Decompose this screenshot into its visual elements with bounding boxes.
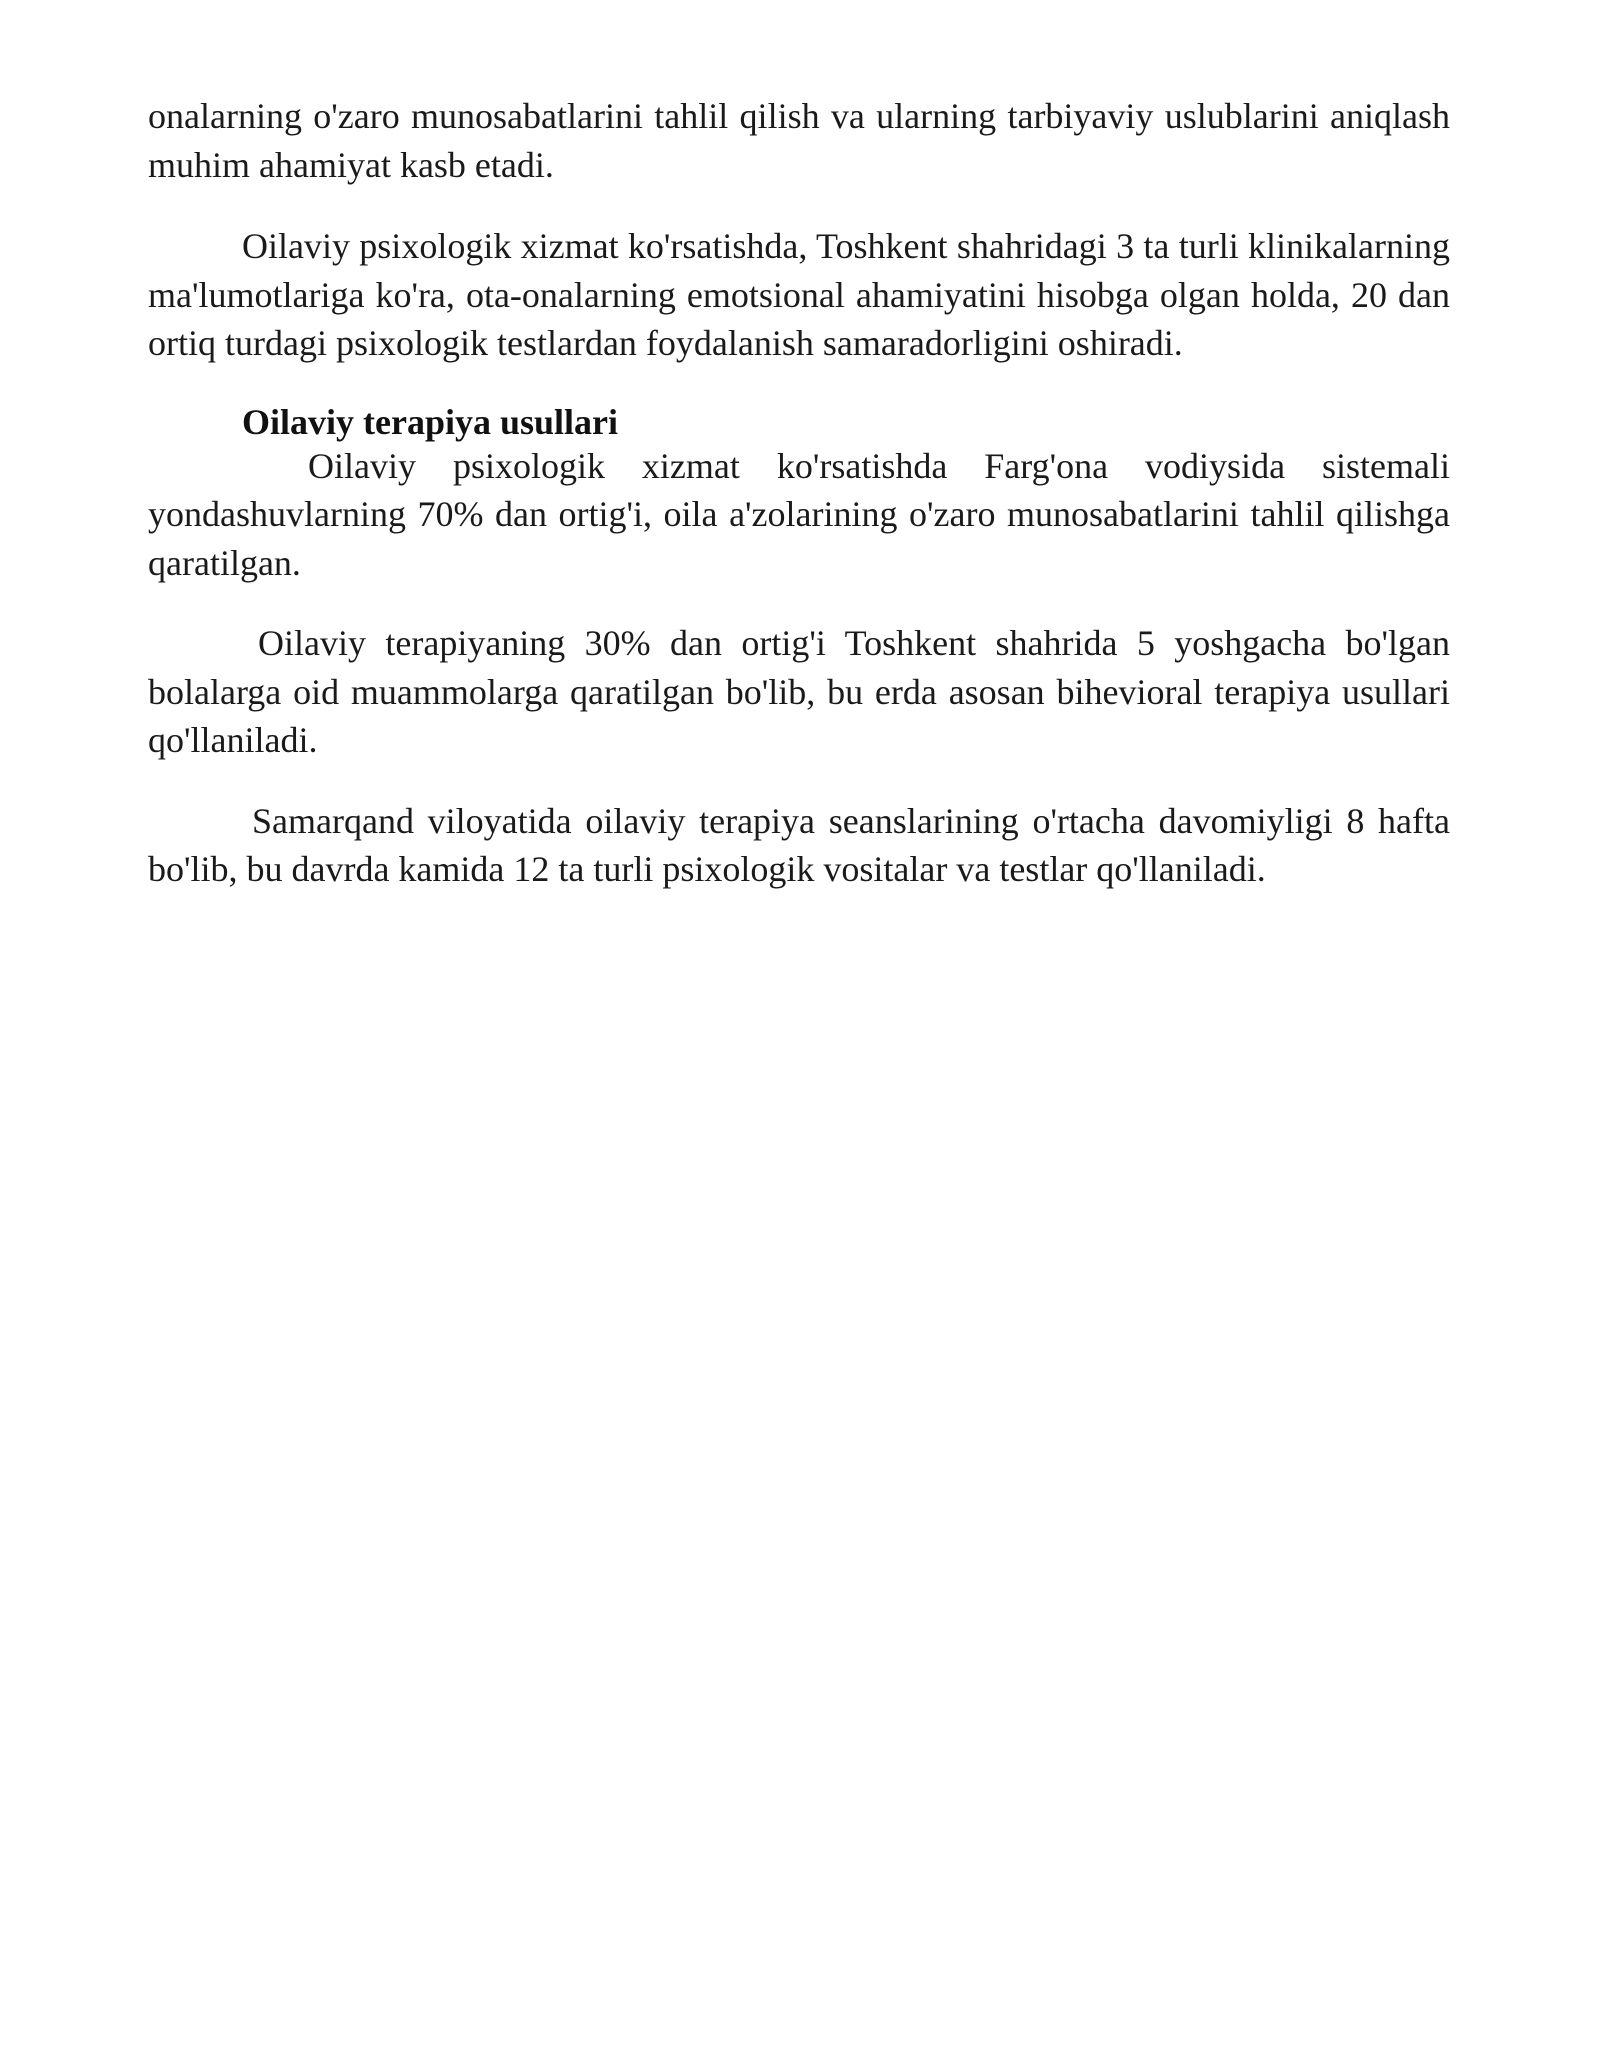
- paragraph-fergana: Oilaviy psixologik xizmat ko'rsatishda Farg'ona vodiysida sistemali yondashuvlarning 70% dan ortig'i, oila a'zolarining o'zaro munosabatlarini tahlil qilishga qaratilgan.: [148, 445, 1450, 583]
- paragraph-continuation: onalarning o'zaro munosabatlarini tahlil qilish va ularning tarbiyaviy uslublarini aniqlash muhim ahamiyat kasb etadi.: [148, 96, 1450, 185]
- paragraph-clinics: Oilaviy psixologik xizmat ko'rsatishda, Toshkent shahridagi 3 ta turli klinikalarning ma'lumotlariga ko'ra, ota-onalarning emotsional ahamiyatini hisobga olgan holda, 20 dan ortiq turdagi psixologik testlardan foydalanish samaradorligini oshiradi.: [148, 226, 1450, 363]
- document-body: [148, 92, 1450, 894]
- section-heading: Oilaviy terapiya usullari: [242, 401, 619, 442]
- paragraph-samarkand: Samarqand viloyatida oilaviy terapiya seanslarining o'rtacha davomiyligi 8 hafta bo'lib, bu davrda kamida 12 ta turli psixologik vositalar va testlar qo'llaniladi.: [148, 800, 1450, 889]
- paragraph-tashkent-children: Oilaviy terapiyaning 30% dan ortig'i Toshkent shahrida 5 yoshgacha bo'lgan bolalarga oid muammolarga qaratilgan bo'lib, bu erda asosan bihevioral terapiya usullari qo'llaniladi.: [148, 623, 1450, 760]
